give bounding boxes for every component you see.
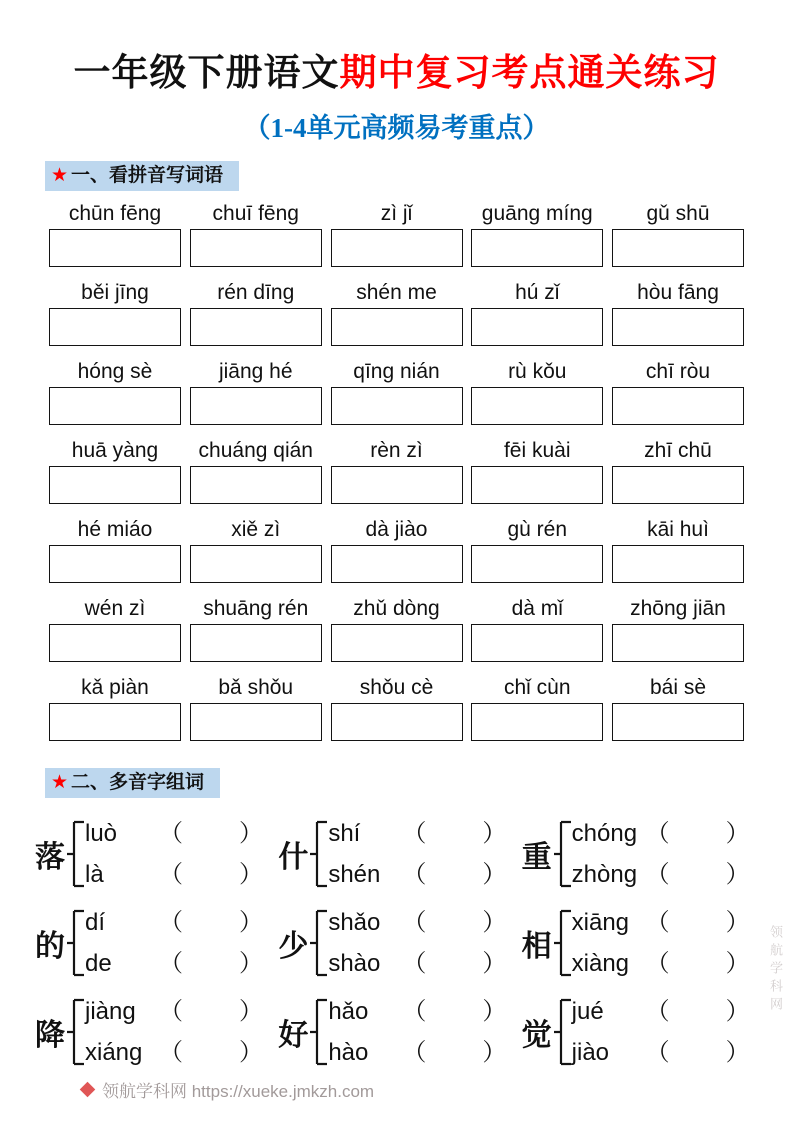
pinyin-cell	[45, 673, 185, 741]
pinyin-label: rèn zì	[370, 439, 423, 462]
polyphone-reading	[572, 902, 750, 943]
polyphone-character: 少	[278, 930, 309, 963]
pinyin-reading: hǎo	[328, 998, 369, 1025]
pinyin-cell	[608, 199, 748, 267]
footer-site-link[interactable]: 领航学科网 https://xueke.jmkzh.com	[102, 1082, 375, 1101]
pinyin-cell	[327, 594, 467, 662]
pinyin-label: guāng míng	[481, 202, 593, 225]
answer-box[interactable]	[471, 545, 603, 583]
answer-paren-close[interactable]: ）	[725, 909, 750, 936]
answer-box[interactable]	[612, 624, 744, 662]
pinyin-row	[45, 515, 748, 583]
answer-paren-close[interactable]: ）	[482, 820, 507, 847]
pinyin-cell	[327, 278, 467, 346]
polyphone-group	[35, 901, 278, 985]
answer-paren-open[interactable]: （	[402, 820, 427, 847]
polyphone-group	[35, 812, 278, 896]
pinyin-label: hóng sè	[77, 360, 153, 383]
pinyin-cell	[186, 515, 326, 583]
brace-icon	[309, 990, 327, 1074]
pinyin-label: gù rén	[507, 518, 568, 541]
answer-box[interactable]	[49, 624, 181, 662]
pinyin-cell	[186, 278, 326, 346]
polyphone-character: 的	[35, 930, 65, 963]
polyphone-character: 觉	[521, 1019, 552, 1052]
pinyin-reading: jiào	[571, 1039, 610, 1066]
answer-paren-close[interactable]: ）	[239, 1039, 263, 1066]
pinyin-label: hòu fāng	[637, 281, 719, 304]
pinyin-grid	[45, 199, 748, 741]
pinyin-row	[45, 278, 748, 346]
brace-icon	[66, 990, 84, 1074]
brace-icon	[309, 812, 327, 896]
page-title-black: 一年级下册语文	[73, 53, 340, 94]
pinyin-cell	[327, 436, 467, 504]
polyphone-reading	[328, 991, 506, 1032]
pinyin-label: wén zì	[84, 597, 146, 620]
answer-paren-close[interactable]: ）	[482, 909, 507, 936]
pinyin-label: dà jiào	[365, 518, 428, 541]
pinyin-reading: luò	[85, 820, 118, 847]
answer-box[interactable]	[49, 308, 181, 346]
pinyin-label: shén me	[356, 281, 437, 304]
pinyin-reading: jué	[571, 998, 604, 1025]
page-subtitle: （1-4单元高频易考重点）	[243, 113, 550, 143]
polyphone-row	[35, 812, 765, 896]
polyphone-character: 好	[278, 1019, 309, 1052]
answer-box[interactable]	[612, 466, 744, 504]
pinyin-label: qīng nián	[353, 360, 440, 383]
pinyin-cell	[45, 515, 185, 583]
answer-paren-close[interactable]: ）	[725, 950, 750, 977]
pinyin-reading: xiáng	[85, 1039, 143, 1066]
answer-box[interactable]	[190, 229, 322, 267]
pinyin-row	[45, 436, 748, 504]
answer-box[interactable]	[331, 703, 463, 741]
polyphone-character: 什	[278, 841, 309, 874]
answer-box[interactable]	[331, 624, 463, 662]
polyphone-reading	[85, 813, 263, 854]
section-header-polyphone	[45, 768, 220, 798]
pinyin-reading: xiāng	[571, 909, 630, 936]
answer-box[interactable]	[331, 466, 463, 504]
polyphone-character: 降	[35, 1019, 65, 1052]
polyphone-reading	[85, 854, 263, 895]
answer-paren-open[interactable]: （	[645, 820, 670, 847]
pinyin-label: chǐ cùn	[503, 676, 571, 699]
pinyin-cell	[467, 515, 607, 583]
answer-paren-close[interactable]: ）	[239, 909, 263, 936]
pinyin-label: hú zǐ	[515, 281, 560, 304]
answer-box[interactable]	[49, 545, 181, 583]
pinyin-reading: shǎo	[328, 909, 381, 936]
polyphone-group	[522, 901, 765, 985]
answer-paren-open[interactable]: （	[402, 998, 427, 1025]
answer-box[interactable]	[471, 703, 603, 741]
answer-paren-open[interactable]: （	[645, 950, 670, 977]
page-title	[0, 0, 793, 96]
answer-paren-close[interactable]: ）	[482, 861, 507, 888]
polyphone-group	[278, 812, 521, 896]
section-header-pinyin-label: 一、看拼音写词语	[71, 165, 224, 186]
pinyin-label: chī ròu	[645, 360, 711, 383]
answer-paren-open[interactable]: （	[402, 861, 427, 888]
pinyin-reading: dí	[85, 909, 106, 936]
answer-box[interactable]	[471, 308, 603, 346]
pinyin-cell	[45, 436, 185, 504]
polyphone-group	[522, 812, 765, 896]
brace-icon	[309, 901, 327, 985]
pinyin-label: kǎ piàn	[81, 676, 149, 699]
pinyin-cell	[608, 515, 748, 583]
answer-paren-open[interactable]: （	[159, 950, 183, 977]
polyphone-readings	[572, 991, 750, 1073]
pinyin-label: hé miáo	[77, 518, 153, 541]
pinyin-cell	[608, 673, 748, 741]
pinyin-label: fēi kuài	[503, 439, 571, 462]
answer-paren-open[interactable]: （	[159, 909, 183, 936]
pinyin-label: bǎ shǒu	[218, 676, 294, 699]
pinyin-label: chuáng qián	[198, 439, 313, 462]
answer-paren-close[interactable]: ）	[482, 998, 507, 1025]
polyphone-reading	[572, 943, 750, 984]
pinyin-reading: là	[85, 861, 104, 888]
pinyin-label: jiāng hé	[218, 360, 293, 383]
answer-box[interactable]	[471, 229, 603, 267]
answer-box[interactable]	[190, 545, 322, 583]
pinyin-cell	[467, 357, 607, 425]
polyphone-group	[278, 901, 521, 985]
pinyin-label: zì jǐ	[380, 202, 413, 225]
answer-paren-open[interactable]: （	[159, 998, 183, 1025]
answer-box[interactable]	[49, 387, 181, 425]
pinyin-cell	[45, 594, 185, 662]
pinyin-cell	[186, 594, 326, 662]
pinyin-cell	[608, 436, 748, 504]
brace-icon	[553, 901, 571, 985]
answer-box[interactable]	[49, 703, 181, 741]
pinyin-reading: zhòng	[571, 861, 638, 888]
polyphone-character: 落	[35, 841, 65, 874]
pinyin-reading: jiàng	[85, 998, 136, 1025]
answer-paren-open[interactable]: （	[159, 861, 183, 888]
polyphone-reading	[572, 854, 750, 895]
answer-paren-close[interactable]: ）	[239, 861, 263, 888]
pinyin-reading: shén	[328, 861, 381, 888]
answer-box[interactable]	[190, 308, 322, 346]
pinyin-reading: shí	[328, 820, 361, 847]
answer-box[interactable]	[612, 308, 744, 346]
pinyin-row	[45, 594, 748, 662]
pinyin-reading: hào	[328, 1039, 369, 1066]
pinyin-cell	[467, 278, 607, 346]
answer-paren-close[interactable]: ）	[482, 950, 507, 977]
answer-paren-open[interactable]: （	[645, 998, 670, 1025]
answer-paren-close[interactable]: ）	[725, 861, 750, 888]
pinyin-cell	[327, 357, 467, 425]
diamond-icon	[80, 1082, 96, 1098]
answer-paren-open[interactable]: （	[159, 820, 183, 847]
polyphone-readings	[328, 902, 506, 984]
polyphone-readings	[572, 813, 750, 895]
polyphone-readings	[328, 813, 506, 895]
answer-box[interactable]	[612, 703, 744, 741]
answer-paren-open[interactable]: （	[402, 1039, 427, 1066]
pinyin-reading: xiàng	[571, 950, 630, 977]
pinyin-label: xiě zì	[231, 518, 281, 541]
pinyin-label: chūn fēng	[68, 202, 162, 225]
pinyin-cell	[186, 436, 326, 504]
pinyin-label: zhī chū	[644, 439, 712, 462]
pinyin-cell	[467, 673, 607, 741]
pinyin-cell	[327, 515, 467, 583]
pinyin-cell	[467, 594, 607, 662]
pinyin-label: kāi huì	[647, 518, 709, 541]
polyphone-reading	[572, 991, 750, 1032]
polyphone-row	[35, 990, 765, 1074]
answer-box[interactable]	[331, 308, 463, 346]
brace-icon	[553, 812, 571, 896]
star-icon: ★	[51, 772, 69, 793]
answer-box[interactable]	[471, 387, 603, 425]
section-header-pinyin	[45, 161, 239, 191]
pinyin-row	[45, 357, 748, 425]
polyphone-readings	[85, 813, 263, 895]
polyphone-reading	[328, 854, 506, 895]
page-title-red: 期中复习考点通关练习	[339, 53, 720, 94]
answer-box[interactable]	[331, 387, 463, 425]
section-header-polyphone-label: 二、多音字组词	[71, 772, 205, 793]
pinyin-label: gǔ shū	[646, 202, 710, 225]
answer-box[interactable]	[190, 387, 322, 425]
answer-paren-close[interactable]: ）	[725, 998, 750, 1025]
answer-paren-close[interactable]: ）	[239, 950, 263, 977]
answer-paren-open[interactable]: （	[645, 1039, 670, 1066]
polyphone-character: 重	[521, 841, 552, 874]
pinyin-cell	[45, 357, 185, 425]
pinyin-label: dà mǐ	[511, 597, 563, 620]
answer-box[interactable]	[612, 229, 744, 267]
pinyin-reading: de	[85, 950, 112, 977]
polyphone-reading	[85, 943, 263, 984]
polyphone-character: 相	[521, 930, 552, 963]
pinyin-cell	[186, 357, 326, 425]
side-watermark: 领航学科网	[768, 925, 783, 1015]
pinyin-cell	[45, 278, 185, 346]
pinyin-label: bái sè	[649, 676, 707, 699]
pinyin-cell	[327, 673, 467, 741]
polyphone-group	[522, 990, 765, 1074]
answer-box[interactable]	[190, 466, 322, 504]
pinyin-label: zhōng jiān	[630, 597, 726, 620]
pinyin-label: běi jīng	[81, 281, 149, 304]
pinyin-label: rù kǒu	[508, 360, 567, 383]
polyphone-row	[35, 901, 765, 985]
answer-paren-close[interactable]: ）	[239, 820, 263, 847]
answer-box[interactable]	[612, 387, 744, 425]
pinyin-label: huā yàng	[71, 439, 159, 462]
answer-paren-open[interactable]: （	[159, 1039, 183, 1066]
answer-box[interactable]	[49, 229, 181, 267]
answer-box[interactable]	[190, 624, 322, 662]
answer-box[interactable]	[331, 229, 463, 267]
answer-paren-open[interactable]: （	[402, 950, 427, 977]
answer-box[interactable]	[471, 624, 603, 662]
pinyin-label: rén dīng	[217, 281, 295, 304]
pinyin-reading: shào	[328, 950, 381, 977]
polyphone-readings	[572, 902, 750, 984]
polyphone-reading	[572, 1032, 750, 1073]
polyphone-reading	[85, 991, 263, 1032]
answer-box[interactable]	[612, 545, 744, 583]
answer-box[interactable]	[49, 466, 181, 504]
polyphone-group	[278, 990, 521, 1074]
polyphone-reading	[328, 902, 506, 943]
brace-icon	[66, 901, 84, 985]
polyphone-grid	[35, 812, 765, 1074]
polyphone-reading	[85, 902, 263, 943]
pinyin-cell	[467, 436, 607, 504]
pinyin-label: chuī fēng	[212, 202, 299, 225]
brace-icon	[553, 990, 571, 1074]
answer-paren-open[interactable]: （	[645, 861, 670, 888]
polyphone-reading	[328, 1032, 506, 1073]
footer	[82, 1077, 374, 1102]
answer-box[interactable]	[190, 703, 322, 741]
polyphone-group	[35, 990, 278, 1074]
polyphone-reading	[328, 813, 506, 854]
answer-paren-open[interactable]: （	[402, 909, 427, 936]
pinyin-cell	[45, 199, 185, 267]
answer-paren-close[interactable]: ）	[239, 998, 263, 1025]
polyphone-readings	[85, 991, 263, 1073]
pinyin-label: zhǔ dòng	[353, 597, 440, 620]
pinyin-cell	[186, 199, 326, 267]
answer-paren-close[interactable]: ）	[725, 1039, 750, 1066]
pinyin-row	[45, 673, 748, 741]
pinyin-cell	[608, 357, 748, 425]
pinyin-cell	[608, 278, 748, 346]
polyphone-reading	[328, 943, 506, 984]
pinyin-cell	[467, 199, 607, 267]
pinyin-label: shǒu cè	[359, 676, 434, 699]
answer-paren-open[interactable]: （	[645, 909, 670, 936]
star-icon: ★	[51, 165, 69, 186]
pinyin-cell	[608, 594, 748, 662]
polyphone-readings	[85, 902, 263, 984]
polyphone-reading	[85, 1032, 263, 1073]
answer-paren-close[interactable]: ）	[482, 1039, 507, 1066]
pinyin-cell	[327, 199, 467, 267]
brace-icon	[66, 812, 84, 896]
polyphone-readings	[328, 991, 506, 1073]
pinyin-reading: chóng	[571, 820, 638, 847]
answer-paren-close[interactable]: ）	[725, 820, 750, 847]
pinyin-label: shuāng rén	[203, 597, 309, 620]
answer-box[interactable]	[471, 466, 603, 504]
answer-box[interactable]	[331, 545, 463, 583]
pinyin-cell	[186, 673, 326, 741]
polyphone-reading	[572, 813, 750, 854]
pinyin-row	[45, 199, 748, 267]
